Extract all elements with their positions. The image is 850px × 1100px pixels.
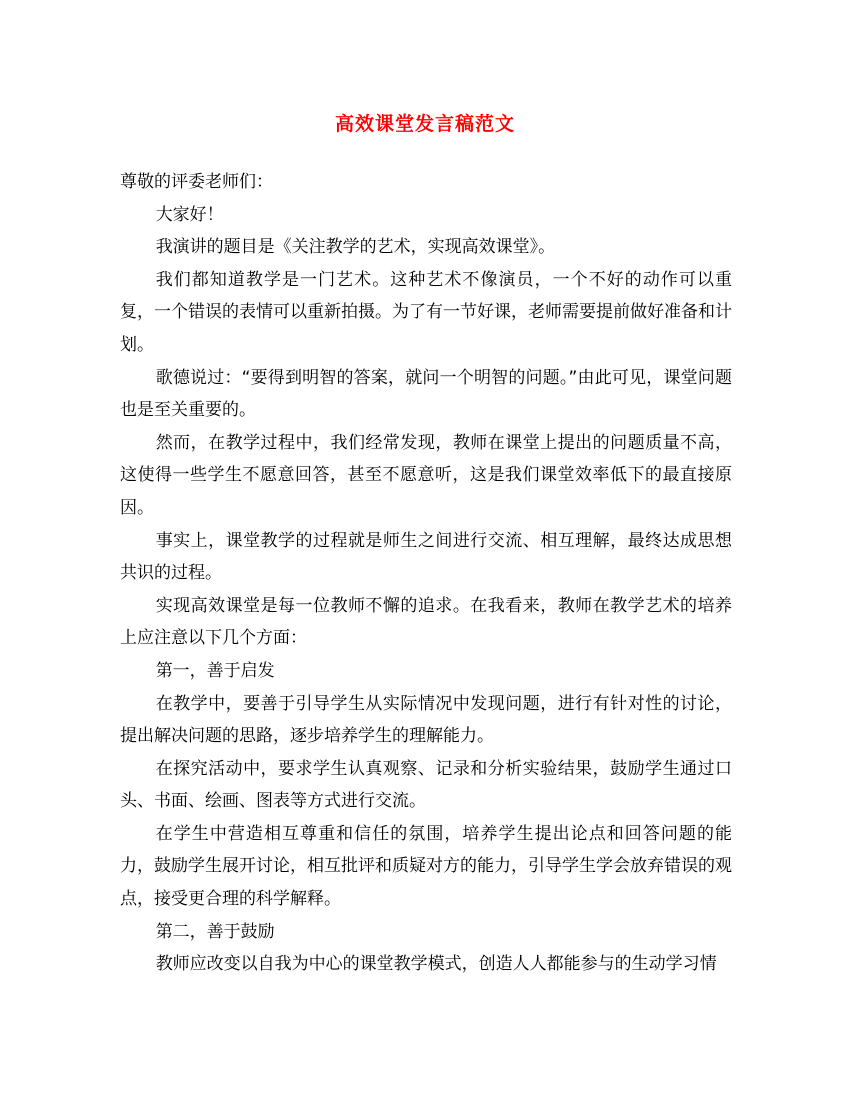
document-body [120,166,732,981]
paragraph: 在探究活动中，要求学生认真观察、记录和分析实验结果，鼓励学生通过口头、书面、绘画、图表等方式进行交流。 [120,758,732,812]
salutation-line: 尊敬的评委老师们： [120,172,273,192]
paragraph: 教师应改变以自我为中心的课堂教学模式，创造人人都能参与的生动学习情 [155,954,717,975]
document-title: 高效课堂发言稿范文 [334,113,515,135]
paragraph: 歌德说过：“要得到明智的答案，就问一个明智的问题。”由此可见，课堂问题也是至关重要的。 [120,367,732,421]
paragraph: 大家好！ [155,204,224,225]
paragraph: 在教学中，要善于引导学生从实际情况中发现问题，进行有针对性的讨论，提出解决问题的思路，逐步培养学生的理解能力。 [120,693,732,747]
paragraph: 第一，善于启发 [155,660,275,681]
paragraph: 在学生中营造相互尊重和信任的氛围，培养学生提出论点和回答问题的能力，鼓励学生展开讨论，相互批评和质疑对方的能力，引导学生学会放弃错误的观点，接受更合理的科学解释。 [120,823,732,910]
paragraph: 我演讲的题目是《关注教学的艺术，实现高效课堂》。 [155,237,556,258]
paragraph: 事实上，课堂教学的过程就是师生之间进行交流、相互理解，最终达成思想共识的过程。 [120,530,732,584]
paragraph: 实现高效课堂是每一位教师不懈的追求。在我看来，教师在教学艺术的培养上应注意以下几个方面： [120,595,732,649]
paragraph: 然而，在教学过程中，我们经常发现，教师在课堂上提出的问题质量不高，这使得一些学生不愿意回答，甚至不愿意听，这是我们课堂效率低下的最直接原因。 [120,432,732,518]
paragraph: 我们都知道教学是一门艺术。这种艺术不像演员，一个不好的动作可以重复，一个错误的表情可以重新拍摄。为了有一节好课，老师需要提前做好准备和计划。 [120,269,732,355]
paragraph: 第二，善于鼓励 [155,921,275,942]
